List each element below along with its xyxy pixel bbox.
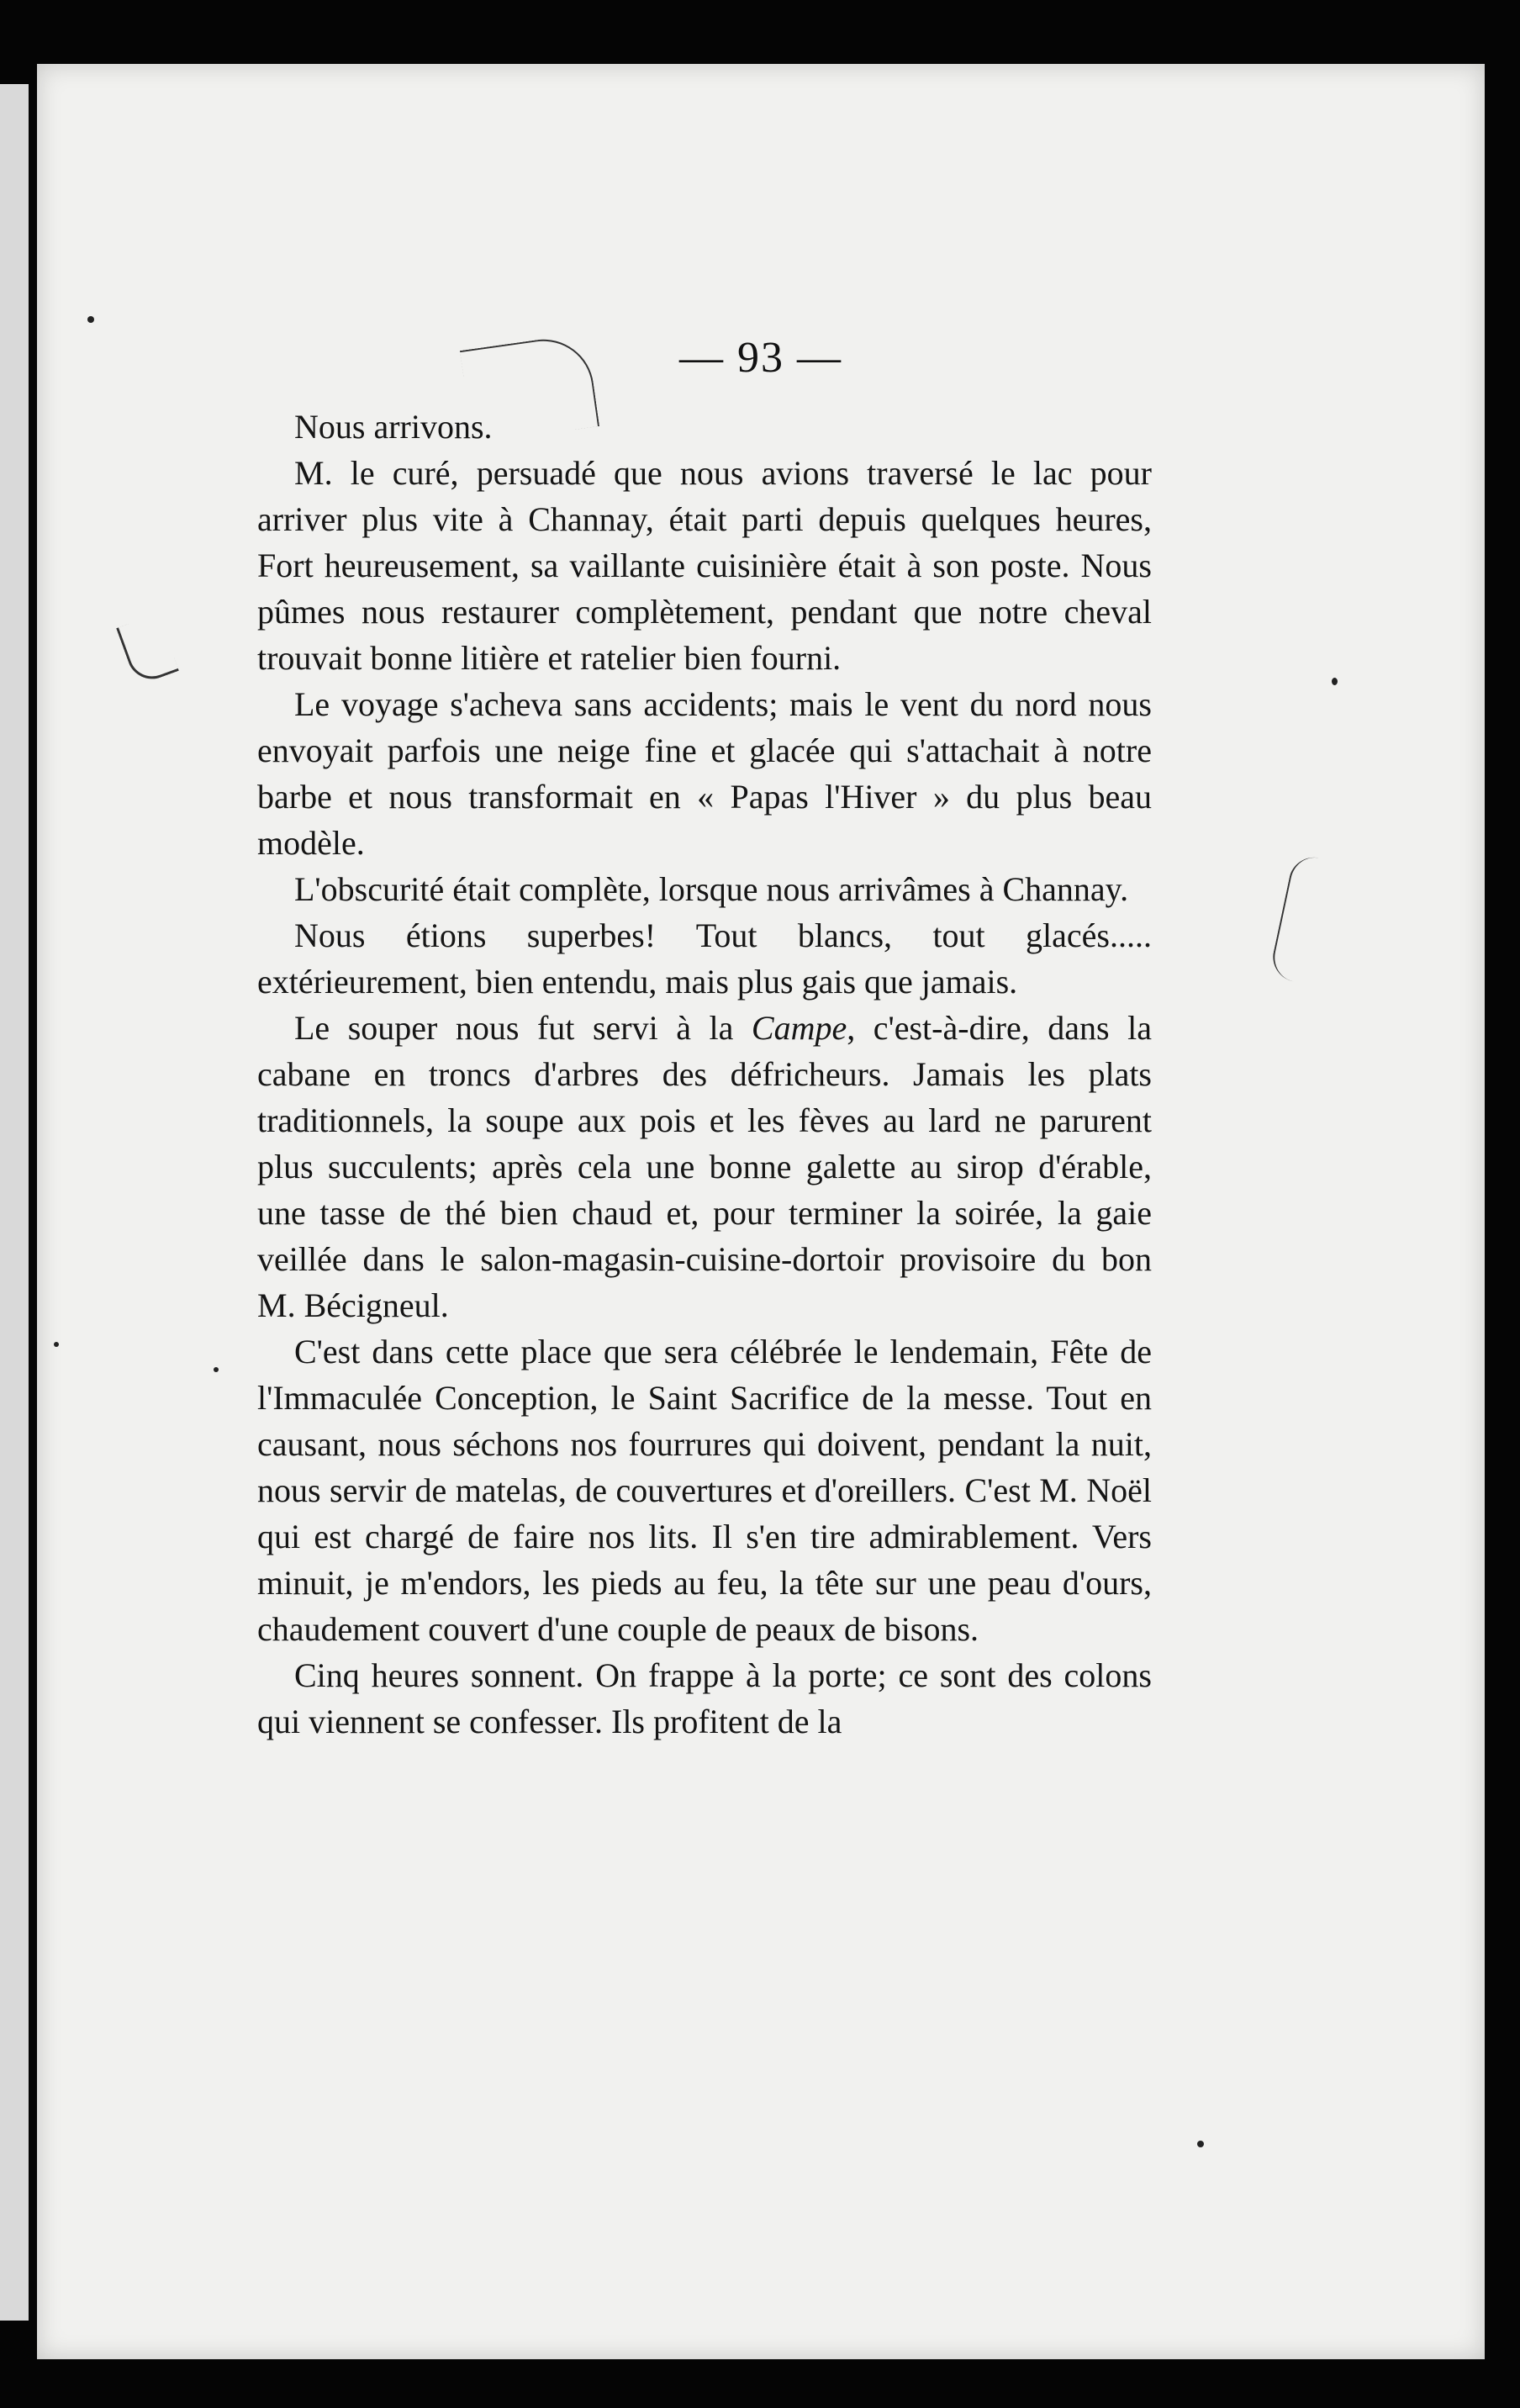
page-number: — 93 — xyxy=(679,334,842,382)
paragraph: Cinq heures sonnent. On frappe à la porte; ce sont des colons qui viennent se confesser. Ils profitent de la xyxy=(257,1656,1152,1740)
pen-stroke xyxy=(116,613,179,686)
ink-speck xyxy=(1197,2141,1204,2147)
pen-stroke xyxy=(1269,853,1321,981)
paragraph: C'est dans cette place que sera célébrée le lendemain, Fête de l'Immaculée Conception, le Saint Sacrifice de la messe. Tout en causant, nous séchons nos fourrures qui doivent, pendant la nuit, nous servir de matelas, de couvertures et d'oreillers. C'est M. Noël qui est chargé de faire nos lits. Il s'en tire admirablement. Vers minuit, je m'endors, les pieds au feu, la tête sur une peau d'ours, chaudement couvert d'une couple de peaux de bisons. xyxy=(257,1333,1152,1648)
paragraph xyxy=(257,1005,1152,1328)
ink-speck xyxy=(87,316,94,323)
book-page xyxy=(37,64,1485,2359)
paragraph-text: , c'est-à-dire, dans la cabane en troncs d'arbres des défricheurs. Jamais les plats traditionnels, la soupe aux pois et les fèves au lard ne parurent plus succulents; après cela une bonne galette au sirop d'érable, une tasse de thé bien chaud et, pour terminer la soirée, la gaie veillée dans le salon-magasin-cuisine-dortoir provisoire du bon M. Bécigneul. xyxy=(257,1009,1153,1324)
ink-speck xyxy=(1332,678,1338,685)
paragraph-text: Le souper nous fut servi à la xyxy=(294,1009,752,1047)
paragraph: M. le curé, persuadé que nous avions traversé le lac pour arriver plus vite à Channay, était parti depuis quelques heures, Fort heureusement, sa vaillante cuisinière était à son poste. Nous pûmes nous restaurer complètement, pendant que notre cheval trouvait bonne litière et ratelier bien fourni. xyxy=(257,454,1152,677)
paragraph: L'obscurité était complète, lorsque nous arrivâmes à Channay. xyxy=(294,870,1129,908)
body-text xyxy=(257,404,1152,1745)
facing-page-edge xyxy=(0,84,29,2321)
paragraph: Nous étions superbes! Tout blancs, tout glacés..... extérieurement, bien entendu, mais plus gais que jamais. xyxy=(257,916,1152,1001)
ink-speck xyxy=(54,1342,59,1347)
italic-word: Campe xyxy=(751,1009,847,1047)
ink-speck xyxy=(214,1367,219,1372)
paragraph: Le voyage s'acheva sans accidents; mais le vent du nord nous envoyait parfois une neige fine et glacée qui s'attachait à notre barbe et nous transformait en « Papas l'Hiver » du plus beau modèle. xyxy=(257,685,1152,862)
paragraph: Nous arrivons. xyxy=(294,408,493,446)
